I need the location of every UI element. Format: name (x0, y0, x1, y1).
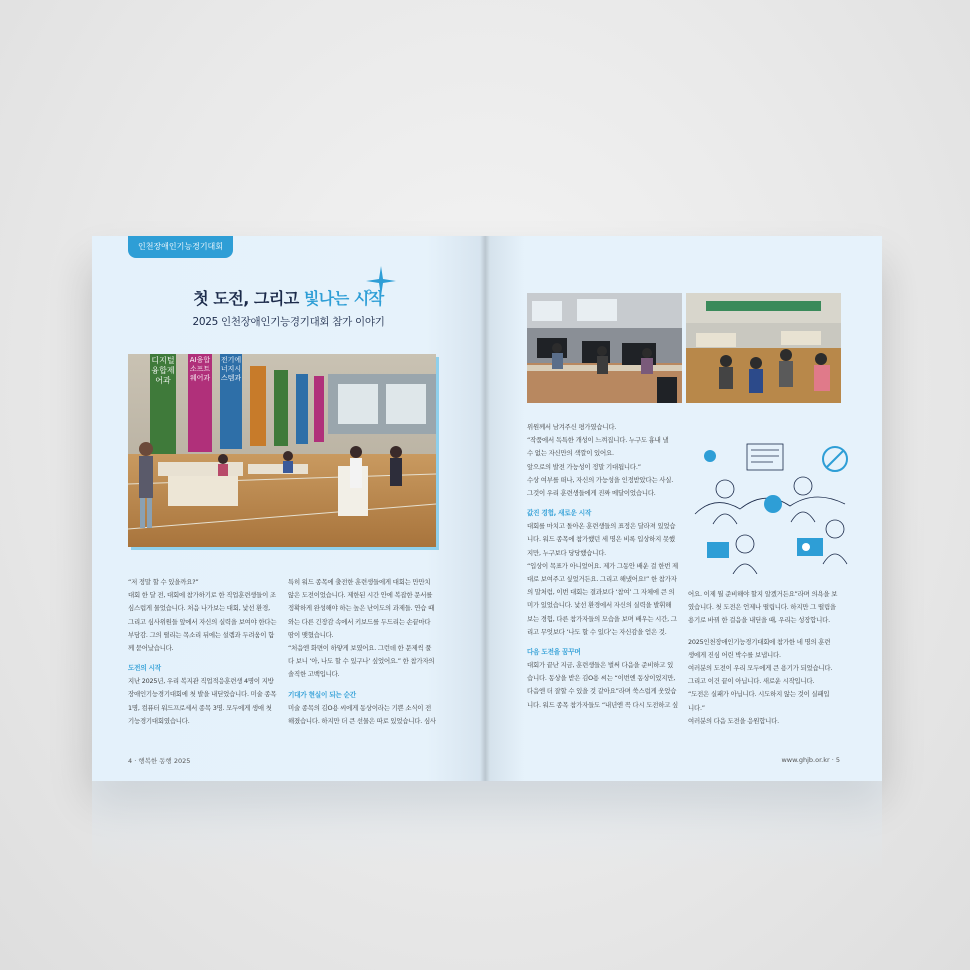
page-number-left: 4 · 행복한 동행 2025 (128, 757, 191, 765)
section-tag: 인천장애인기능경기대회 (128, 236, 233, 258)
banner-text-2: AI융합소프트웨어과 (189, 356, 211, 382)
gym-hall-photo (686, 293, 841, 403)
left-column-1: “저 정말 할 수 있을까요?” 대회 한 달 전, 대회에 참가하기로 한 직업훈련생들이 조 심스럽게 물었습니다. 처음 나가보는 대회, 낯선 환경, 그리고 심사위원들 앞에서 자신의 실력을 보여야 한다는 부담감. 그의 떨리는 목소리 뒤에는 설렘과 두려움이 함 께 묻어났습니다. 도전의 시작 지난 2025년, 우리 복지관 직업적응훈련생 4명이 지방 장애인기능경기대회에 첫 발을 내딛었습니다. 미술 종목 1명, 컴퓨터 워드프로세서 종목 3명. 모두에게 생애 첫 기능경기대회였습니다. (128, 576, 284, 728)
section-heading: 기대가 현실이 되는 순간 (288, 690, 356, 699)
book-spine (480, 236, 490, 781)
left-page (92, 236, 485, 781)
page-subtitle: 2025 인천장애인기능경기대회 참가 이야기 (192, 316, 385, 328)
right-column-2: 어요. 이제 뭘 준비해야 할지 알겠거든요”라며 의욕을 보 였습니다. 첫 도전은 언제나 떨립니다. 하지만 그 떨림을 용기로 바꿔 한 걸음을 내딛을 때, 우리는 성장합니다. 2025인천장애인기능경기대회에 참가한 네 명의 훈련 생에게 진심 어린 박수를 보냅니다. 여러분의 도전이 우리 모두에게 큰 용기가 되었습니다. 그리고 이건 끝이 아닙니다. 새로운 시작입니다. “도전은 실패가 아닙니다. 시도하지 않는 것이 실패입 니다.” 여러분의 다음 도전을 응원합니다. (688, 590, 838, 725)
left-column-2: 특히 워드 종목에 출전한 훈련생들에게 대회는 만만치 않은 도전이었습니다. 제한된 시간 안에 복잡한 문서를 정확하게 완성해야 하는 높은 난이도의 과제들. 연습 때 와는 다른 긴장감 속에서 키보드를 두드리는 손끝마다 땀이 맺혔습니다. “처음엔 화면이 하얗게 보였어요. 그런데 한 문제씩 풀 다 보니 ‘아, 나도 할 수 있구나’ 싶었어요.” 한 참가자의 솔직한 고백입니다. 기대가 현실이 되는 순간 미술 종목의 김O용 씨에게 동상이라는 기쁜 소식이 전 해졌습니다. 하지만 더 큰 선물은 따로 있었습니다. 심사 (288, 576, 448, 728)
section-heading: 다음 도전을 꿈꾸며 (527, 648, 581, 657)
right-page (485, 236, 882, 781)
banner-text-3: 전기에너지시스템과 (220, 356, 242, 382)
computer-room-photo (527, 293, 682, 403)
floor-reflection (92, 781, 882, 871)
banner-text-1: 디지털융합제어과 (151, 356, 175, 385)
right-column-1: 위원께서 남겨주신 평가였습니다. “작품에서 독특한 개성이 느껴집니다. 누구도 흉내 낼 수 없는 자신만의 색깔이 있어요. 앞으로의 발전 가능성이 정말 기대됩니다.” 수상 여부를 떠나, 자신의 가능성을 인정받았다는 사실. 그것이 우리 훈련생들에게 진짜 메달이었습니다. 값진 경험, 새로운 시작 대회를 마치고 돌아온 훈련생들의 표정은 달라져 있었습 니다. 워드 종목에 참가했던 세 명은 비록 입상하지 못했 지만, 누구보다 당당했습니다. “입상이 목표가 아니었어요. 제가 그동안 배운 걸 한번 제 대로 보여주고 싶었거든요. 그리고 해냈어요!” 한 참가자 의 말처럼, 이번 대회는 결과보다 ‘참여’ 그 자체에 큰 의 미가 있었습니다. 낯선 환경에서 자신의 실력을 발휘해 보는 경험, 다른 참가자들의 모습을 보며 배우는 시간, 그 리고 무엇보다 ‘나도 할 수 있다’는 자신감을 얻은 것. 다음 도전을 꿈꾸며 대회가 끝난 지금, 훈련생들은 벌써 다음을 준비하고 있 습니다. 동상을 받은 김O용 씨는 “이번엔 동상이었지만, 다음엔 더 잘할 수 있을 것 같아요”라며 쑥스럽게 웃었습 니다. 워드 종목 참가자들도 “내년엔 꼭 다시 도전하고 싶 (527, 421, 685, 712)
page-number-right: www.ghjb.or.kr · 5 (781, 756, 840, 764)
teamwork-illustration (685, 434, 865, 574)
section-heading: 값진 경험, 새로운 시작 (527, 509, 592, 518)
competition-hall-photo (128, 354, 436, 547)
section-heading: 도전의 시작 (128, 664, 161, 673)
page-title: 첫 도전, 그리고 빛나는 시작 (193, 289, 384, 308)
